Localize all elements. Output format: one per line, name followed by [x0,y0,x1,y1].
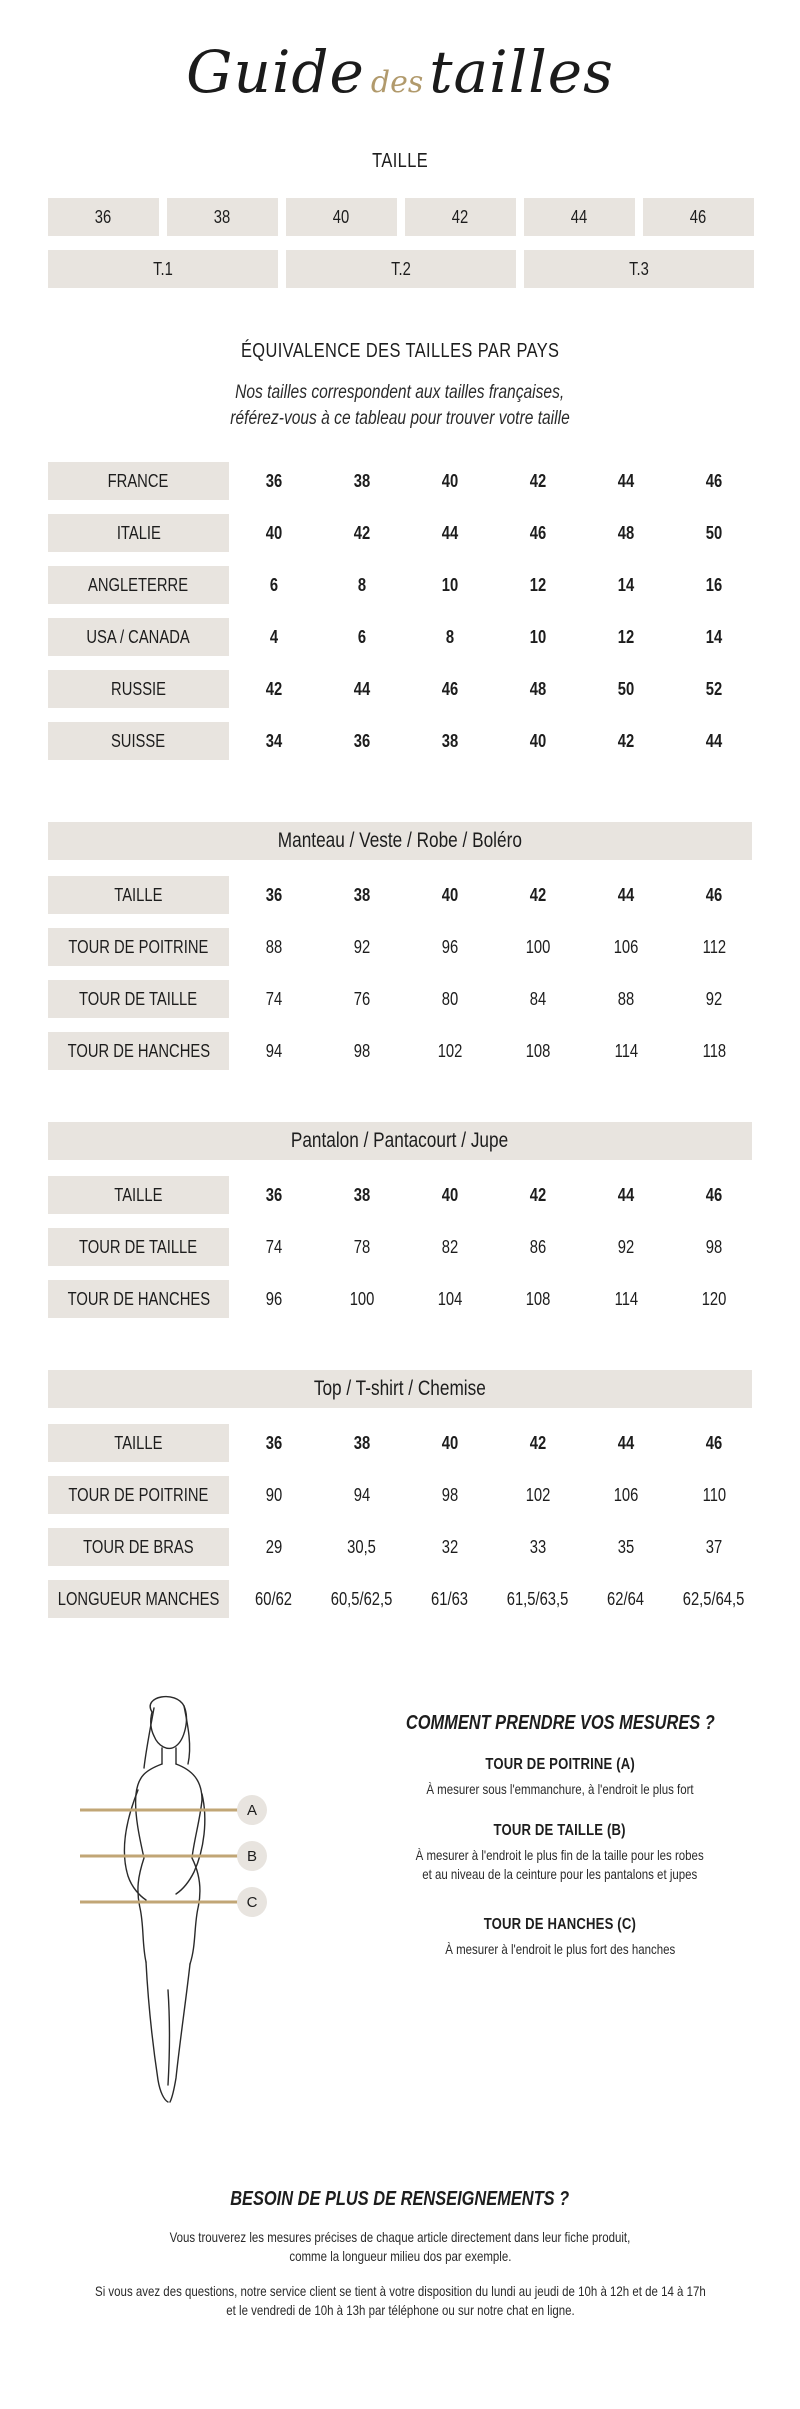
table-cell: 44 [617,1184,635,1205]
table-cell: 42 [529,470,547,491]
title-tailles: tailles [429,38,614,106]
table-cell: 90 [265,1484,283,1505]
howto-item-label: TOUR DE HANCHES (C) [483,1916,637,1933]
taille-section-label: TAILLE [372,150,428,172]
table-cell: 92 [353,936,371,957]
marker-b: B [237,1841,267,1871]
table-cell: 60/62 [255,1588,293,1609]
table-cell: 44 [705,730,723,751]
table-cell: 44 [353,678,371,699]
row-label: SUISSE [48,722,229,760]
table-cell: 84 [529,988,547,1009]
table-cell: 76 [353,988,371,1009]
size-cell: 40 [286,198,397,236]
category-banner: Pantalon / Pantacourt / Jupe [48,1122,752,1160]
table-cell: 46 [529,522,547,543]
table-cell: 48 [529,678,547,699]
footer-title: BESOIN DE PLUS DE RENSEIGNEMENTS ? [230,2188,570,2210]
row-label: TOUR DE TAILLE [48,980,229,1018]
table-cell: 4 [269,626,279,647]
size-cell: 36 [48,198,159,236]
row-label: TOUR DE BRAS [48,1528,229,1566]
table-cell: 112 [702,936,726,957]
table-cell: 98 [705,1236,723,1257]
table-cell: 36 [265,884,283,905]
table-cell: 62/64 [607,1588,645,1609]
table-cell: 92 [617,1236,635,1257]
size-group-cell: T.2 [286,250,516,288]
table-cell: 8 [357,574,367,595]
row-label: USA / CANADA [48,618,229,656]
table-cell: 60,5/62,5 [331,1588,393,1609]
table-cell: 46 [705,1184,723,1205]
marker-a: A [237,1795,267,1825]
table-cell: 34 [265,730,283,751]
table-cell: 14 [617,574,635,595]
table-cell: 38 [353,1184,371,1205]
table-cell: 106 [613,1484,639,1505]
table-cell: 40 [529,730,547,751]
row-label: TOUR DE POITRINE [48,1476,229,1514]
howto-title: COMMENT PRENDRE VOS MESURES ? [405,1712,715,1734]
row-label: ITALIE [48,514,229,552]
table-cell: 98 [441,1484,459,1505]
howto-item-desc: À mesurer à l'endroit le plus fort des hanches [444,1941,676,1957]
table-cell: 114 [614,1040,638,1061]
table-cell: 29 [265,1536,283,1557]
table-cell: 16 [705,574,723,595]
table-cell: 74 [265,1236,283,1257]
table-cell: 36 [353,730,371,751]
row-label: TAILLE [48,1176,229,1214]
table-cell: 38 [441,730,459,751]
table-cell: 44 [617,1432,635,1453]
table-cell: 108 [525,1288,551,1309]
table-cell: 104 [437,1288,463,1309]
table-cell: 80 [441,988,459,1009]
table-cell: 42 [617,730,635,751]
figure-neck [162,1748,176,1764]
table-cell: 38 [353,884,371,905]
row-label: TOUR DE TAILLE [48,1228,229,1266]
table-cell: 30,5 [347,1536,377,1557]
figure-head [150,1697,186,1749]
table-cell: 102 [525,1484,551,1505]
howto-item-label: TOUR DE TAILLE (B) [493,1822,627,1839]
table-cell: 52 [705,678,723,699]
row-label: TAILLE [48,876,229,914]
howto-item-desc: À mesurer à l'endroit le plus fin de la taille pour les robes et au niveau de la ceinture pour les pantalons et jupes [415,1847,705,1882]
row-label: RUSSIE [48,670,229,708]
table-cell: 42 [529,1184,547,1205]
table-cell: 94 [265,1040,283,1061]
table-cell: 10 [529,626,547,647]
table-cell: 40 [441,884,459,905]
table-cell: 38 [353,1432,371,1453]
table-cell: 32 [441,1536,459,1557]
table-cell: 94 [353,1484,371,1505]
size-cell: 44 [524,198,635,236]
size-cell: 38 [167,198,278,236]
table-cell: 100 [349,1288,375,1309]
table-cell: 62,5/64,5 [683,1588,745,1609]
figure-legs [146,1962,190,2102]
table-cell: 48 [617,522,635,543]
table-cell: 42 [353,522,371,543]
howto-item-label: TOUR DE POITRINE (A) [485,1756,635,1773]
row-label: LONGUEUR MANCHES [48,1580,229,1618]
table-cell: 44 [617,470,635,491]
table-cell: 50 [617,678,635,699]
table-cell: 40 [441,470,459,491]
row-label: TAILLE [48,1424,229,1462]
table-cell: 8 [445,626,455,647]
table-cell: 36 [265,1432,283,1453]
table-cell: 110 [702,1484,726,1505]
table-cell: 96 [265,1288,283,1309]
table-cell: 61,5/63,5 [507,1588,569,1609]
row-label: TOUR DE HANCHES [48,1280,229,1318]
table-cell: 82 [441,1236,459,1257]
size-group-cell: T.1 [48,250,278,288]
table-cell: 106 [613,936,639,957]
size-cell: 46 [643,198,754,236]
table-cell: 10 [441,574,459,595]
table-cell: 35 [617,1536,635,1557]
footer-paragraph-1: Vous trouverez les mesures précises de chaque article directement dans leur fiche produit, comme la longueur milieu dos par exemple. [169,2229,631,2264]
title-guide: Guide [186,38,365,106]
table-cell: 108 [525,1040,551,1061]
figure-torso [136,1764,202,1964]
table-cell: 114 [614,1288,638,1309]
table-cell: 118 [702,1040,726,1061]
table-cell: 102 [437,1040,463,1061]
size-cell: 42 [405,198,516,236]
footer-paragraph-2: Si vous avez des questions, notre service client se tient à votre disposition du lundi au jeudi de 10h à 12h et de 14 à 17h et le vendredi de 10h à 13h par téléphone ou sur notre chat en ligne. [94,2283,706,2318]
table-cell: 40 [441,1432,459,1453]
table-cell: 61/63 [431,1588,469,1609]
table-cell: 96 [441,936,459,957]
table-cell: 88 [265,936,283,957]
table-cell: 6 [357,626,367,647]
table-cell: 14 [705,626,723,647]
table-cell: 120 [701,1288,727,1309]
row-label: ANGLETERRE [48,566,229,604]
table-cell: 86 [529,1236,547,1257]
table-cell: 46 [705,884,723,905]
equivalence-subtitle: Nos tailles correspondent aux tailles françaises, référez-vous à ce tableau pour trouver votre taille [230,382,570,429]
marker-c: C [237,1887,267,1917]
equivalence-title: ÉQUIVALENCE DES TAILLES PAR PAYS [240,340,560,362]
table-cell: 44 [441,522,459,543]
table-cell: 100 [525,936,551,957]
table-cell: 92 [705,988,723,1009]
table-cell: 46 [705,1432,723,1453]
table-cell: 36 [265,470,283,491]
table-cell: 33 [529,1536,547,1557]
table-cell: 44 [617,884,635,905]
row-label: TOUR DE HANCHES [48,1032,229,1070]
table-cell: 46 [441,678,459,699]
row-label: FRANCE [48,462,229,500]
table-cell: 12 [529,574,547,595]
table-cell: 40 [265,522,283,543]
table-cell: 36 [265,1184,283,1205]
howto-item-desc: À mesurer sous l'emmanchure, à l'endroit le plus fort [426,1781,694,1797]
table-cell: 46 [705,470,723,491]
category-banner: Manteau / Veste / Robe / Boléro [48,822,752,860]
table-cell: 74 [265,988,283,1009]
table-cell: 37 [705,1536,723,1557]
table-cell: 42 [529,1432,547,1453]
title-accent: des [370,65,424,100]
table-cell: 50 [705,522,723,543]
table-cell: 12 [617,626,635,647]
row-label: TOUR DE POITRINE [48,928,229,966]
table-cell: 78 [353,1236,371,1257]
page-title [0,38,800,128]
table-cell: 88 [617,988,635,1009]
table-cell: 38 [353,470,371,491]
table-cell: 98 [353,1040,371,1061]
size-group-cell: T.3 [524,250,754,288]
table-cell: 42 [265,678,283,699]
table-cell: 42 [529,884,547,905]
table-cell: 6 [269,574,279,595]
table-cell: 40 [441,1184,459,1205]
category-banner: Top / T-shirt / Chemise [48,1370,752,1408]
